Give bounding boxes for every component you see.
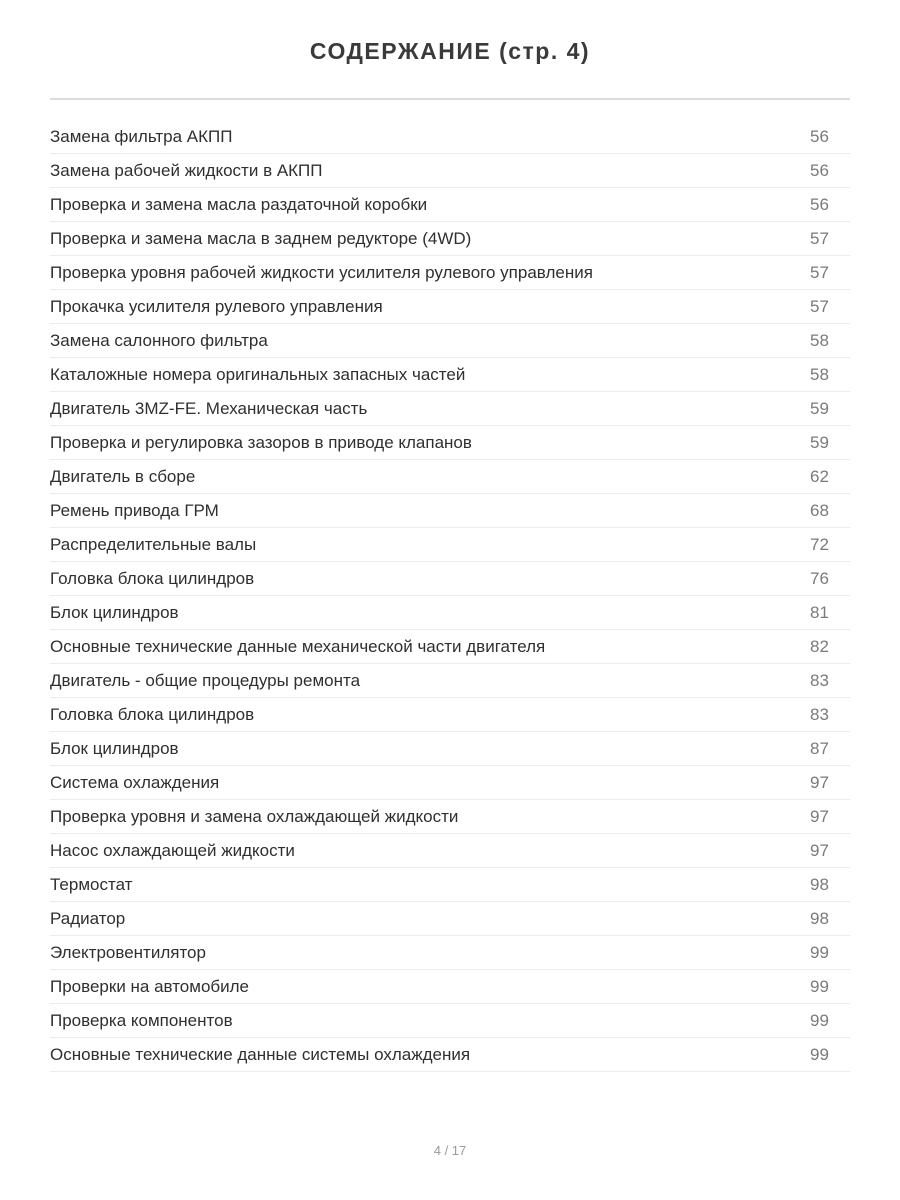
toc-entry-title: Проверка и регулировка зазоров в приводе клапанов <box>50 432 472 452</box>
toc-page-number: 82 <box>810 636 829 656</box>
toc-row[interactable] <box>50 562 850 596</box>
title-divider <box>50 98 850 100</box>
toc-entry-title: Основные технические данные системы охлаждения <box>50 1044 471 1064</box>
toc-row[interactable] <box>50 494 850 528</box>
toc-page-number: 83 <box>810 670 829 690</box>
toc-entry-title: Проверка компонентов <box>50 1010 233 1030</box>
toc-entry-title: Двигатель - общие процедуры ремонта <box>50 670 361 690</box>
toc-page-number: 68 <box>810 500 829 520</box>
toc-entry-title: Проверка уровня рабочей жидкости усилителя рулевого управления <box>50 262 593 282</box>
toc-row[interactable] <box>50 732 850 766</box>
toc-page-number: 57 <box>810 228 829 248</box>
toc-row[interactable] <box>50 902 850 936</box>
toc-entry-title: Насос охлаждающей жидкости <box>50 840 295 860</box>
toc-row[interactable] <box>50 222 850 256</box>
toc-entry-title: Замена салонного фильтра <box>50 330 268 350</box>
toc-page-number: 81 <box>810 602 829 622</box>
toc-row[interactable] <box>50 256 850 290</box>
toc-entry-title: Головка блока цилиндров <box>50 568 255 588</box>
toc-entry-title: Блок цилиндров <box>50 602 179 622</box>
toc-page-number: 99 <box>810 1010 829 1030</box>
toc-entry-title: Замена рабочей жидкости в АКПП <box>50 160 323 180</box>
toc-entry-title: Распределительные валы <box>50 534 257 554</box>
toc-row[interactable] <box>50 528 850 562</box>
toc-row[interactable] <box>50 358 850 392</box>
toc-entry-title: Ремень привода ГРМ <box>50 500 219 520</box>
toc-page-number: 76 <box>810 568 829 588</box>
page-indicator: 4 / 17 <box>433 1143 467 1158</box>
toc-page-number: 57 <box>810 296 829 316</box>
toc-row[interactable] <box>50 596 850 630</box>
toc-row[interactable] <box>50 766 850 800</box>
toc-page-number: 56 <box>810 126 829 146</box>
toc-row[interactable] <box>50 460 850 494</box>
toc-row[interactable] <box>50 868 850 902</box>
toc-entry-title: Двигатель 3MZ-FE. Механическая часть <box>50 398 368 418</box>
toc-row[interactable] <box>50 426 850 460</box>
toc-entry-title: Электровентилятор <box>50 942 206 962</box>
toc-page-number: 58 <box>810 330 829 350</box>
toc-row[interactable] <box>50 154 850 188</box>
toc-entry-title: Проверка и замена масла в заднем редукторе (4WD) <box>50 228 472 248</box>
toc-entry-title: Проверка и замена масла раздаточной коробки <box>50 194 428 214</box>
toc-page-number: 59 <box>810 432 829 452</box>
toc-row[interactable] <box>50 1038 850 1072</box>
toc-page-number: 97 <box>810 806 829 826</box>
toc-page-number: 97 <box>810 772 829 792</box>
toc-entry-title: Проверки на автомобиле <box>50 976 250 996</box>
toc-page-number: 98 <box>810 908 829 928</box>
toc-row[interactable] <box>50 324 850 358</box>
toc-entry-title: Головка блока цилиндров <box>50 704 255 724</box>
toc-page-number: 99 <box>810 976 829 996</box>
toc-row[interactable] <box>50 188 850 222</box>
toc-page-number: 58 <box>810 364 829 384</box>
toc-entry-title: Термостат <box>50 874 133 894</box>
toc-row[interactable] <box>50 664 850 698</box>
toc-page-number: 87 <box>810 738 829 758</box>
toc-entry-title: Двигатель в сборе <box>50 466 196 486</box>
toc-row[interactable] <box>50 392 850 426</box>
toc-page-number: 83 <box>810 704 829 724</box>
toc-page-number: 56 <box>810 194 829 214</box>
toc-row[interactable] <box>50 936 850 970</box>
toc-entry-title: Прокачка усилителя рулевого управления <box>50 296 383 316</box>
toc-row[interactable] <box>50 970 850 1004</box>
toc-row[interactable] <box>50 120 850 154</box>
toc-list <box>50 120 850 1072</box>
toc-entry-title: Каталожные номера оригинальных запасных частей <box>50 364 466 384</box>
toc-entry-title: Радиатор <box>50 908 126 928</box>
toc-page-number: 72 <box>810 534 829 554</box>
toc-page-number: 56 <box>810 160 829 180</box>
toc-page-number: 59 <box>810 398 829 418</box>
toc-row[interactable] <box>50 834 850 868</box>
toc-page-number: 97 <box>810 840 829 860</box>
toc-row[interactable] <box>50 1004 850 1038</box>
page-title: СОДЕРЖАНИЕ (стр. 4) <box>309 38 591 64</box>
toc-row[interactable] <box>50 800 850 834</box>
toc-entry-title: Система охлаждения <box>50 772 220 792</box>
toc-row[interactable] <box>50 698 850 732</box>
toc-row[interactable] <box>50 290 850 324</box>
toc-entry-title: Замена фильтра АКПП <box>50 126 233 146</box>
toc-entry-title: Проверка уровня и замена охлаждающей жидкости <box>50 806 459 826</box>
toc-entry-title: Основные технические данные механической части двигателя <box>50 636 546 656</box>
toc-page-number: 99 <box>810 1044 829 1064</box>
toc-page-number: 99 <box>810 942 829 962</box>
toc-page-number: 98 <box>810 874 829 894</box>
toc-entry-title: Блок цилиндров <box>50 738 179 758</box>
toc-page-number: 57 <box>810 262 829 282</box>
toc-row[interactable] <box>50 630 850 664</box>
toc-page-number: 62 <box>810 466 829 486</box>
